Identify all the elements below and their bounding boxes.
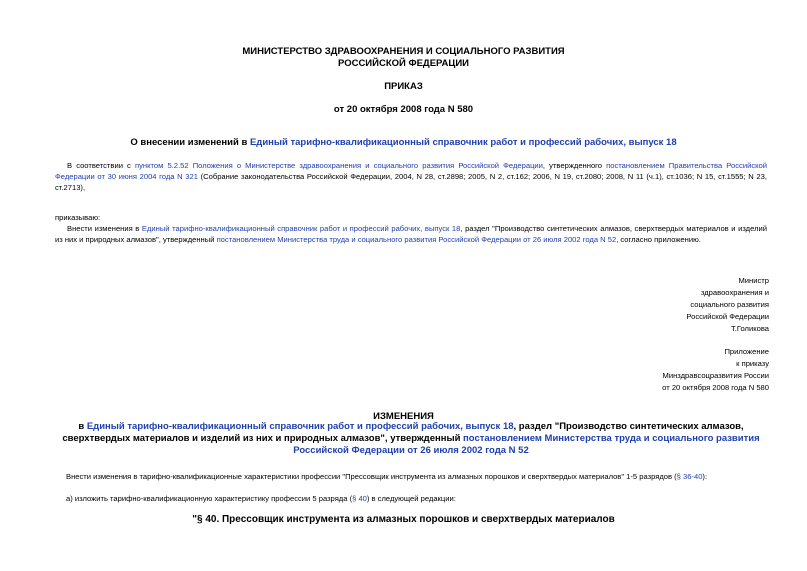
changes-link-2[interactable]: постановлением Министерства труда и социального развития Российской Федерации от 26 июля 2002 года N 52: [293, 433, 760, 456]
signature-block: [686, 275, 769, 335]
changes-title: ИЗМЕНЕНИЯ: [373, 411, 434, 422]
order-paragraph: [55, 223, 767, 245]
changes-para2-text: а) изложить тарифно-квалификационную характеристику профессии 5 разряда (: [66, 494, 353, 503]
signature-line: Российской Федерации: [686, 312, 769, 321]
changes-para1-text: Внести изменения в тарифно-квалификационные характеристики профессии "Прессовщик инструмента из алмазных порошков и сверхтвердых материалов" 1-5 разрядов (: [66, 472, 677, 481]
changes-para2-end: ) в следующей редакции:: [366, 494, 456, 503]
changes-heading-mid: , раздел "Производство синтетических алмазов, сверхтвердых материалов и изделий из них и природных алмазов", утвержденный: [62, 421, 744, 444]
preamble-link-1[interactable]: пунктом 5.2.52 Положения о Министерстве здравоохранения и социального развития Российской Федерации: [134, 161, 543, 170]
changes-para2-link[interactable]: § 40: [352, 494, 367, 503]
changes-heading-prefix: в: [78, 421, 87, 432]
appendix-line: к приказу: [736, 359, 769, 368]
appendix-line: Приложение: [724, 347, 769, 356]
section-heading: "§ 40. Прессовщик инструмента из алмазных порошков и сверхтвердых материалов: [192, 514, 615, 525]
changes-paragraph-1: [66, 471, 707, 482]
prikazyvayu: приказываю:: [55, 213, 101, 222]
changes-heading: [55, 421, 767, 457]
signature-line: Министр: [738, 276, 769, 285]
order-text-2: , раздел "Производство синтетических алмазов, сверхтвердых материалов и изделий из них и природных алмазов", утвержденный: [55, 224, 767, 245]
order-text-1: Внести изменения в: [67, 224, 142, 233]
appendix-block: [662, 346, 769, 394]
order-link-2[interactable]: постановлением Министерства труда и социального развития Российской Федерации от 26 июля 2002 года N 52: [216, 235, 617, 245]
signature-line: здравоохранения и: [700, 288, 769, 297]
appendix-line: Минздравсоцразвития России: [662, 371, 769, 380]
doc-type: ПРИКАЗ: [384, 81, 423, 92]
preamble-text-3: (Собрание законодательства Российской Федерации, 2004, N 28, ст.2898; 2005, N 2, ст.162; 2006, N 19, ст.2080; 2008, N 11 (ч.1), ст.1036; N 15, ст.1555; N 23, ст.2713),: [55, 172, 767, 193]
changes-link-1[interactable]: Единый тарифно-квалификационный справочник работ и профессий рабочих, выпуск 18: [86, 421, 514, 432]
changes-para1-end: ):: [702, 472, 708, 481]
preamble-text-1: В соответствии с: [67, 161, 135, 170]
order-title-prefix: О внесении изменений в: [130, 137, 250, 148]
signature-line: социального развития: [690, 300, 769, 309]
order-title-link[interactable]: Единый тарифно-квалификационный справочник работ и профессий рабочих, выпуск 18: [249, 137, 677, 148]
order-text-3: , согласно приложению.: [616, 235, 701, 245]
signature-line: Т.Голикова: [730, 324, 769, 333]
preamble-paragraph: [55, 160, 767, 194]
date-number: от 20 октября 2008 года N 580: [333, 104, 474, 115]
ministry-line-2: РОССИЙСКОЙ ФЕДЕРАЦИИ: [337, 58, 469, 69]
appendix-line: от 20 октября 2008 года N 580: [662, 383, 769, 392]
preamble-link-2[interactable]: постановлением Правительства Российской Федерации от 30 июня 2004 года N 321: [55, 161, 768, 182]
ministry-line-1: МИНИСТЕРСТВО ЗДРАВООХРАНЕНИЯ И СОЦИАЛЬНОГО РАЗВИТИЯ: [242, 46, 565, 57]
order-title: [0, 137, 807, 148]
preamble-text-2: , утвержденного: [542, 161, 607, 170]
order-link-1[interactable]: Единый тарифно-квалификационный справочник работ и профессий рабочих, выпуск 18: [141, 224, 461, 233]
changes-para1-link[interactable]: § 36-40: [676, 472, 703, 481]
changes-paragraph-2: [66, 493, 456, 504]
